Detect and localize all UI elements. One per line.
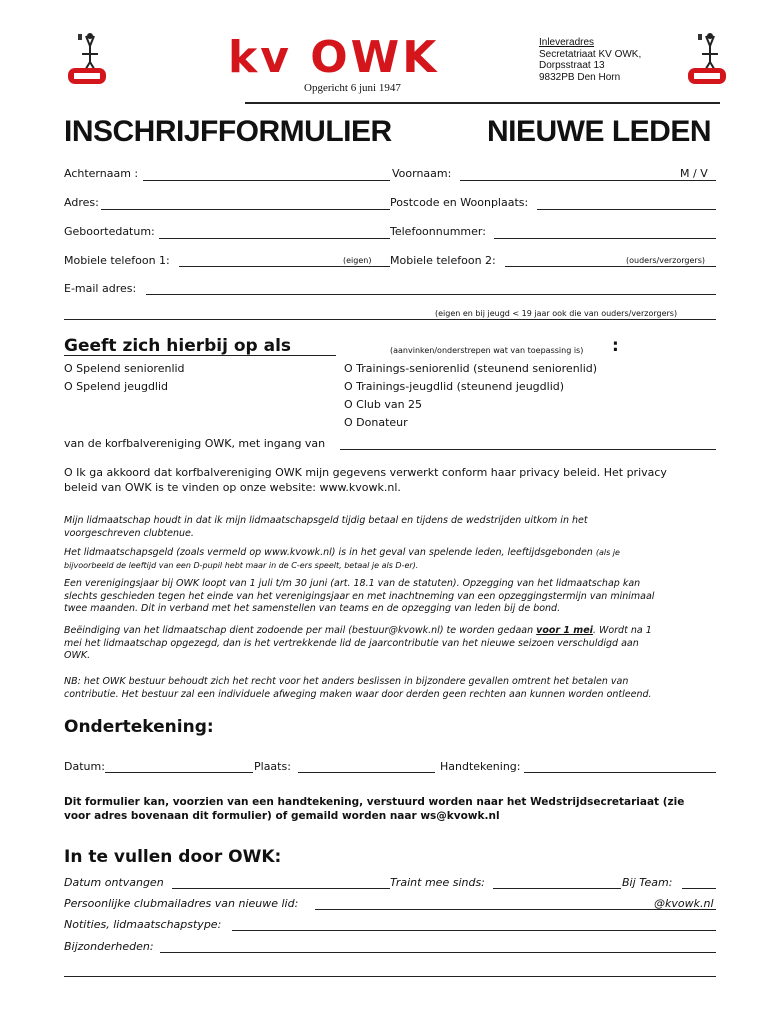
- terms-line: OWK.: [64, 650, 91, 661]
- plaats-field[interactable]: [298, 772, 435, 773]
- membership-hint: (aanvinken/onderstrepen wat van toepassing is): [390, 346, 584, 355]
- address-line: Secretatriaat KV OWK,: [539, 48, 642, 60]
- terms-line: voorgeschreven clubtenue.: [64, 527, 194, 539]
- membership-colon: :: [612, 336, 619, 356]
- terms-text: . Wordt na 1: [592, 625, 652, 636]
- option-trainings-jeugd[interactable]: O Trainings-jeugdlid (steunend jeugdlid): [344, 380, 565, 393]
- address-line: Dorpsstraat 13: [539, 60, 605, 71]
- label-notities: Notities, lidmaatschapstype:: [64, 918, 222, 931]
- label-geboortedatum: Geboortedatum:: [64, 225, 155, 238]
- label-achternaam: Achternaam :: [64, 167, 139, 180]
- bij-team-field[interactable]: [682, 888, 716, 889]
- privacy-line-2: beleid van OWK is te vinden op onze website: www.kvowk.nl.: [64, 481, 401, 494]
- terms-line: mei het lidmaatschap opgezegd, dan is het vertrekkende lid de jaarcontributie van het nieuwe seizoen verschuldigd aan: [64, 637, 639, 649]
- terms-line: [64, 547, 724, 560]
- bijzonderheden-field-2[interactable]: [64, 976, 716, 977]
- traint-mee-field[interactable]: [493, 888, 621, 889]
- terms-line: Een verenigingsjaar bij OWK loopt van 1 juli t/m 30 juni (art. 18.1 van de statuten). Opzegging van het lidmaatschap kan: [64, 578, 641, 589]
- note-line: Dit formulier kan, voorzien van een handtekening, verstuurd worden naar het Wedstrijdsecretariaat (zie: [64, 796, 685, 808]
- owk-heading: In te vullen door OWK:: [64, 847, 282, 867]
- club-emblem-left: [64, 32, 110, 86]
- terms-line: slechts geschieden tegen het einde van het verenigingsjaar en met inachtneming van een opzeggingstermijn van minimaal: [64, 590, 655, 602]
- label-bij-team: Bij Team:: [622, 876, 673, 889]
- label-mobiel2: Mobiele telefoon 2:: [390, 254, 496, 267]
- deadline-text: voor 1 mei: [536, 625, 593, 636]
- terms-text-small: (als je: [595, 548, 620, 557]
- label-datum-ontvangen: Datum ontvangen: [64, 876, 164, 889]
- label-datum: Datum:: [64, 760, 105, 773]
- option-club-van-25[interactable]: O Club van 25: [344, 398, 423, 411]
- option-donateur[interactable]: O Donateur: [344, 416, 408, 429]
- form-subtitle: NIEUWE LEDEN: [487, 115, 712, 148]
- label-adres: Adres:: [64, 196, 99, 209]
- label-voornaam: Voornaam:: [392, 167, 452, 180]
- address-block: [539, 37, 641, 83]
- terms-p4: [64, 625, 724, 663]
- terms-text: Het lidmaatschapsgeld (zoals vermeld op www.kvowk.nl) is in het geval van spelende leden, leeftijdsgebonden: [64, 547, 593, 558]
- terms-line: Mijn lidmaatschap houdt in dat ik mijn lidmaatschapsgeld tijdig betaal en tijdens de wedstrijden uitkom in het: [64, 515, 588, 526]
- label-club-mail: Persoonlijke clubmailadres van nieuwe lid:: [64, 897, 299, 910]
- option-spelend-senior[interactable]: O Spelend seniorenlid: [64, 362, 185, 375]
- voornaam-field[interactable]: [460, 180, 716, 181]
- adres-field[interactable]: [101, 209, 390, 210]
- privacy-consent[interactable]: [64, 465, 667, 495]
- club-emblem-right: [684, 32, 730, 86]
- postcode-field[interactable]: [537, 209, 716, 210]
- label-telefoon: Telefoonnummer:: [390, 225, 486, 238]
- signature-heading: Ondertekening:: [64, 717, 214, 737]
- membership-heading-underline: [64, 355, 336, 356]
- label-bijzonderheden: Bijzonderheden:: [64, 940, 154, 953]
- mobiel2-field[interactable]: [505, 266, 716, 267]
- handtekening-field[interactable]: [524, 772, 716, 773]
- email-field[interactable]: [146, 294, 716, 295]
- label-plaats: Plaats:: [254, 760, 291, 773]
- geboortedatum-field[interactable]: [159, 238, 390, 239]
- label-ouders: (ouders/verzorgers): [626, 256, 706, 265]
- terms-line: NB: het OWK bestuur behoudt zich het recht voor het anders beslissen in bijzondere gevallen omtrent het betalen van: [64, 676, 629, 687]
- mobiel1-field[interactable]: [179, 266, 390, 267]
- terms-p1: [64, 515, 724, 540]
- address-title: Inleveradres: [539, 37, 595, 48]
- telefoon-field[interactable]: [494, 238, 716, 239]
- label-ingang: van de korfbalvereniging OWK, met ingang van: [64, 437, 326, 450]
- form-title: INSCHRIJFFORMULIER: [64, 115, 392, 148]
- terms-p3: [64, 578, 724, 616]
- header-rule: [245, 102, 720, 104]
- terms-p5: [64, 676, 724, 701]
- datum-ontvangen-field[interactable]: [172, 888, 390, 889]
- email-field-2[interactable]: [64, 319, 716, 320]
- label-traint-mee: Traint mee sinds:: [390, 876, 485, 889]
- terms-line: contributie. Het bestuur zal een individuele afweging maken waar door derden geen rechten aan kunnen worden ontleend.: [64, 688, 652, 700]
- datum-field[interactable]: [105, 772, 253, 773]
- label-mobiel1: Mobiele telefoon 1:: [64, 254, 170, 267]
- label-postcode: Postcode en Woonplaats:: [390, 196, 529, 209]
- achternaam-field[interactable]: [143, 180, 390, 181]
- terms-line: twee maanden. Dit in verband met het samenstellen van teams en de opzegging van leden bij de bond.: [64, 603, 561, 614]
- option-trainings-senior[interactable]: O Trainings-seniorenlid (steunend seniorenlid): [344, 362, 598, 375]
- label-email: E-mail adres:: [64, 282, 137, 295]
- email-note: (eigen en bij jeugd < 19 jaar ook die van ouders/verzorgers): [435, 309, 678, 318]
- note-line: voor adres bovenaan dit formulier) of gemaild worden naar ws@kvowk.nl: [64, 810, 500, 822]
- terms-line: [64, 625, 724, 638]
- address-line: 9832PB Den Horn: [539, 71, 621, 83]
- signature-note: [64, 795, 684, 823]
- privacy-line-1: O Ik ga akkoord dat korfbalvereniging OWK mijn gegevens verwerkt conform haar privacy beleid. Het privacy: [64, 466, 667, 479]
- notities-field[interactable]: [232, 930, 716, 931]
- club-mail-domain: @kvowk.nl: [654, 897, 714, 910]
- ingang-field[interactable]: [340, 449, 716, 450]
- label-eigen: (eigen): [343, 256, 372, 265]
- terms-line: bijvoorbeeld de leeftijd van een D-pupil hebt maar in de C-ers speelt, betaal je als D-er).: [64, 560, 419, 570]
- terms-p2: [64, 547, 724, 572]
- brand-logo: kv OWK: [228, 32, 440, 83]
- option-spelend-jeugd[interactable]: O Spelend jeugdlid: [64, 380, 169, 393]
- label-mv[interactable]: M / V: [680, 167, 708, 180]
- label-handtekening: Handtekening:: [440, 760, 521, 773]
- membership-heading: Geeft zich hierbij op als: [64, 336, 292, 356]
- terms-text: Beëindiging van het lidmaatschap dient zodoende per mail (bestuur@kvowk.nl) te worden gedaan: [64, 625, 534, 636]
- bijzonderheden-field[interactable]: [160, 952, 716, 953]
- founded-text: Opgericht 6 juni 1947: [304, 82, 401, 94]
